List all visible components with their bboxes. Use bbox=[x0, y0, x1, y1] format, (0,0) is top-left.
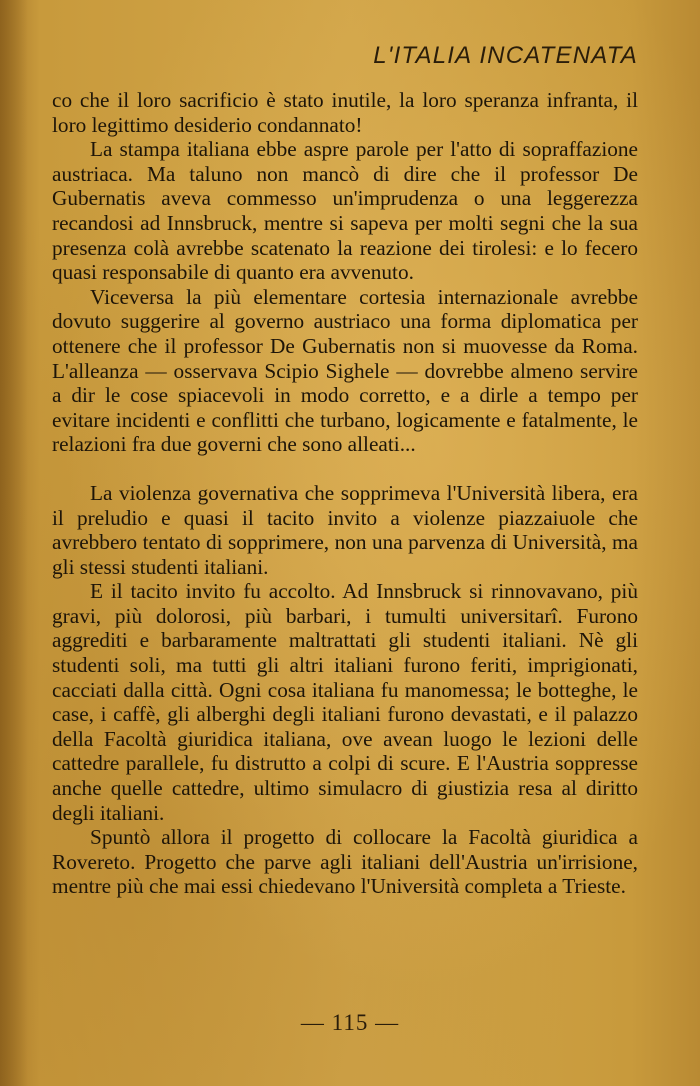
running-head: L'ITALIA INCATENATA bbox=[373, 42, 638, 69]
page-number: — 115 — bbox=[300, 1010, 400, 1035]
paragraph: La stampa italiana ebbe aspre parole per l'atto di sopraffazione austriaca. Ma taluno non mancò di dire che il professor De Gubernatis aveva commesso un'imprudenza o una leggerezza recandosi ad Innsbruck, mentre si sapeva per molti segni che la sua presenza colà avrebbe scatenato la reazione dei tirolesi: e lo fecero quasi responsabile di quanto era avvenuto. bbox=[52, 137, 638, 285]
paragraph: co che il loro sacrificio è stato inutile, la loro speranza infranta, il loro legittimo desiderio condannato! bbox=[52, 88, 638, 137]
body-text bbox=[52, 88, 638, 899]
paragraph: E il tacito invito fu accolto. Ad Innsbruck si rinnovavano, più gravi, più dolorosi, più barbari, i tumulti universitarî. Furono aggrediti e barbaramente maltrattati gli studenti italiani. Nè gli studenti soli, ma tutti gli altri italiani furono feriti, imprigionati, cacciati dalla città. Ogni cosa italiana fu manomessa; le botteghe, le case, i caffè, gli alberghi degli italiani furono devastati, e il palazzo della Facoltà giuridica italiana, ove avean luogo le lezioni delle cattedre parallele, fu distrutto a colpi di scure. E l'Austria soppresse anche quelle cattedre, ultimo simulacro di giustizia resa al diritto degli italiani. bbox=[52, 579, 638, 825]
paragraph: Spuntò allora il progetto di collocare la Facoltà giuridica a Rovereto. Progetto che parve agli italiani dell'Austria un'irrisione, mentre più che mai essi chiedevano l'Università completa a Trieste. bbox=[52, 825, 638, 899]
paragraph: Viceversa la più elementare cortesia internazionale avrebbe dovuto suggerire al governo austriaco una forma diplomatica per ottenere che il professor De Gubernatis non si muovesse da Roma. L'alleanza — osservava Scipio Sighele — dovrebbe almeno servire a dir le cose spiacevoli in modo corretto, e a dirle a tempo per evitare incidenti e conflitti che turbano, logicamente e fatalmente, le relazioni fra due governi che sono alleati... bbox=[52, 284, 638, 457]
page-binding-shadow bbox=[0, 0, 28, 1086]
paragraph: La violenza governativa che sopprimeva l'Università libera, era il preludio e quasi il tacito invito a violenze piazzaiuole che avrebbero tentato di sopprimere, non una parvenza di Università, ma gli stessi studenti italiani. bbox=[52, 480, 638, 579]
section-break bbox=[52, 457, 638, 481]
